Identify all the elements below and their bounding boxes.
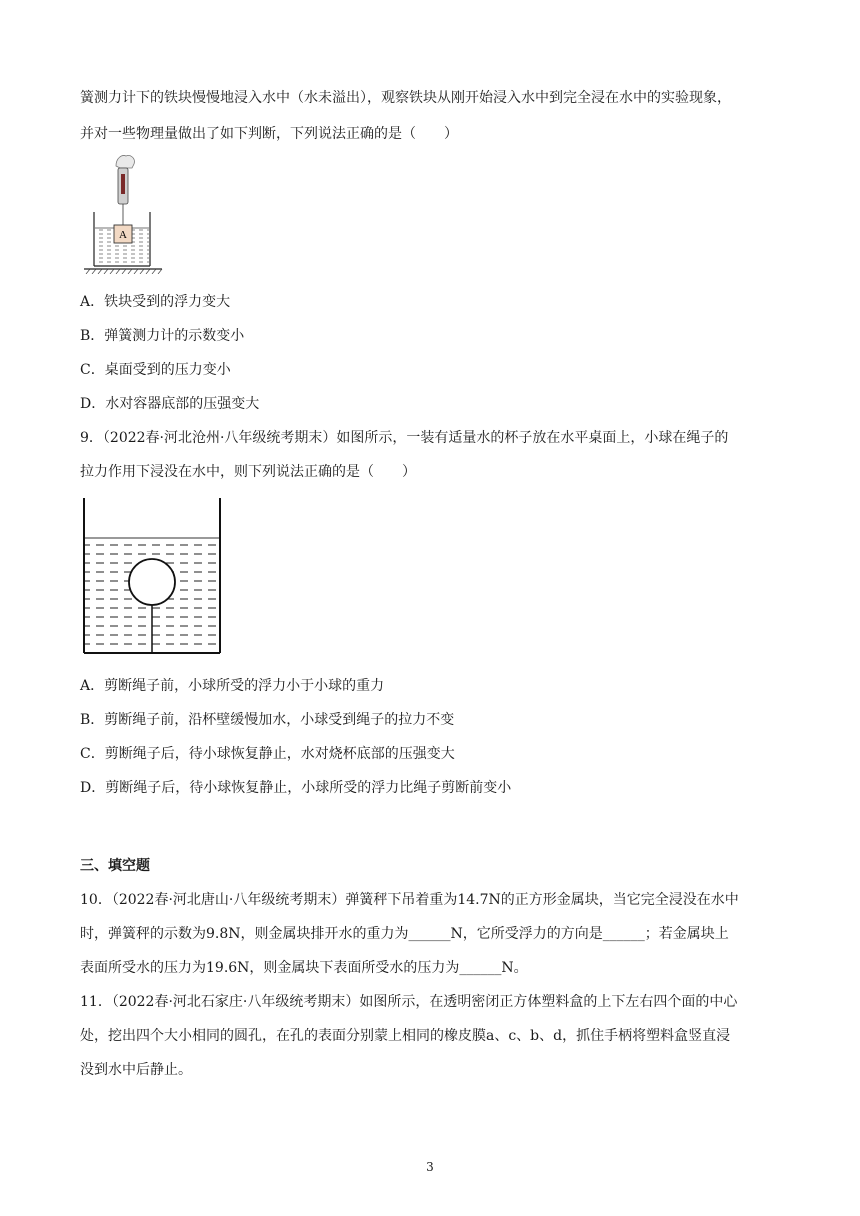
hand-icon — [116, 155, 134, 168]
q11-line-2: 处，挖出四个大小相同的圆孔，在孔的表面分别蒙上相同的橡皮膜a、c、b、d，抓住手柄将塑料盒竖直浸 — [80, 1028, 731, 1044]
q10-line-1: 10．（2022春·河北唐山·八年级统考期末）弹簧秤下吊着重为14.7N的正方形金属块，当它完全浸没在水中 — [80, 892, 739, 908]
q9-option-a: A．剪断绳子前，小球所受的浮力小于小球的重力 — [80, 678, 385, 694]
q8-option-b: B．弹簧测力计的示数变小 — [80, 328, 245, 344]
page-number: 3 — [426, 1160, 434, 1174]
q9-stem-line-2: 拉力作用下浸没在水中，则下列说法正确的是（ ） — [80, 464, 416, 480]
cup-ball-figure — [80, 496, 226, 658]
q11-line-3: 没到水中后静止。 — [80, 1062, 192, 1078]
q9-option-b: B．剪断绳子前，沿杯壁缓慢加水，小球受到绳子的拉力不变 — [80, 712, 455, 728]
section-title: 三、填空题 — [80, 858, 150, 874]
q8-option-d: D．水对容器底部的压强变大 — [80, 396, 260, 412]
q8-option-a: A．铁块受到的浮力变大 — [80, 294, 231, 310]
q8-stem-line-2: 并对一些物理量做出了如下判断，下列说法正确的是（ ） — [80, 126, 458, 142]
q8-stem-line-1: 簧测力计下的铁块慢慢地浸入水中（水未溢出），观察铁块从刚开始浸入水中到完全浸在水中的实验现象， — [80, 90, 731, 106]
spring-scale-figure — [82, 152, 172, 274]
q9-stem-line-1: 9．（2022春·河北沧州·八年级统考期末）如图所示，一装有适量水的杯子放在水平桌面上，小球在绳子的 — [80, 430, 729, 446]
q8-option-c: C．桌面受到的压力变小 — [80, 362, 231, 378]
q11-line-1: 11．（2022春·河北石家庄·八年级统考期末）如图所示，在透明密闭正方体塑料盒的上下左右四个面的中心 — [80, 994, 738, 1010]
block-label: A — [119, 229, 127, 241]
q9-option-c: C．剪断绳子后，待小球恢复静止，水对烧杯底部的压强变大 — [80, 746, 455, 762]
q10-line-2: 时，弹簧秤的示数为9.8N，则金属块排开水的重力为______N，它所受浮力的方向是______；若金属块上 — [80, 926, 729, 942]
ball — [129, 559, 175, 605]
q9-option-d: D．剪断绳子后，待小球恢复静止，小球所受的浮力比绳子剪断前变小 — [80, 780, 512, 796]
q10-line-3: 表面所受水的压力为19.6N，则金属块下表面所受水的压力为______N。 — [80, 960, 528, 976]
